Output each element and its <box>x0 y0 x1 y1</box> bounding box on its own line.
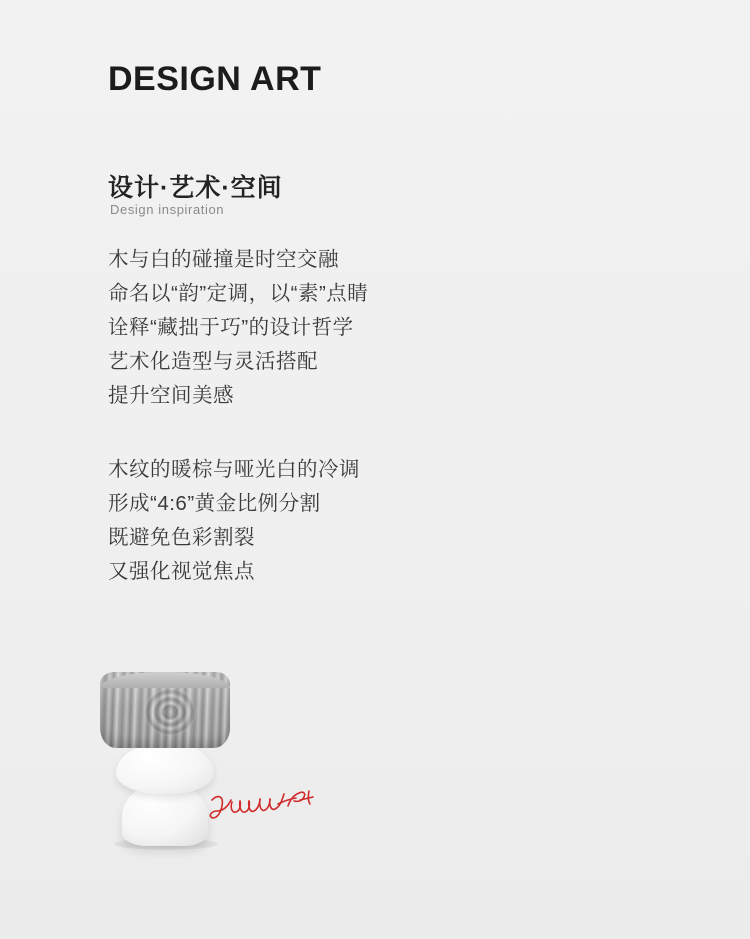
signature-icon <box>208 786 318 838</box>
body-line: 命名以“韵”定调，以“素”点睛 <box>108 282 369 305</box>
body-line: 诠释“藏拙于巧”的设计哲学 <box>108 316 354 339</box>
wood-grain-top <box>100 672 230 748</box>
body-paragraph-two <box>108 453 360 589</box>
signature-mark <box>208 786 318 838</box>
body-line: 又强化视觉焦点 <box>108 560 255 583</box>
wood-grain-rings <box>144 688 196 736</box>
body-line: 木与白的碰撞是时空交融 <box>108 248 339 271</box>
section-subtitle-en: Design inspiration <box>110 202 225 217</box>
body-line: 艺术化造型与灵活搭配 <box>108 350 318 373</box>
body-line: 形成“4:6”黄金比例分割 <box>108 492 321 515</box>
body-line: 提升空间美感 <box>108 384 234 407</box>
body-paragraph-one <box>108 243 368 413</box>
body-line: 既避免色彩割裂 <box>108 526 255 549</box>
body-line: 木纹的暖棕与哑光白的冷调 <box>108 458 360 481</box>
white-middle-section <box>116 742 214 794</box>
section-subtitle-cn: 设计·艺术·空间 <box>108 174 283 202</box>
page-title: DESIGN ART <box>108 60 322 98</box>
